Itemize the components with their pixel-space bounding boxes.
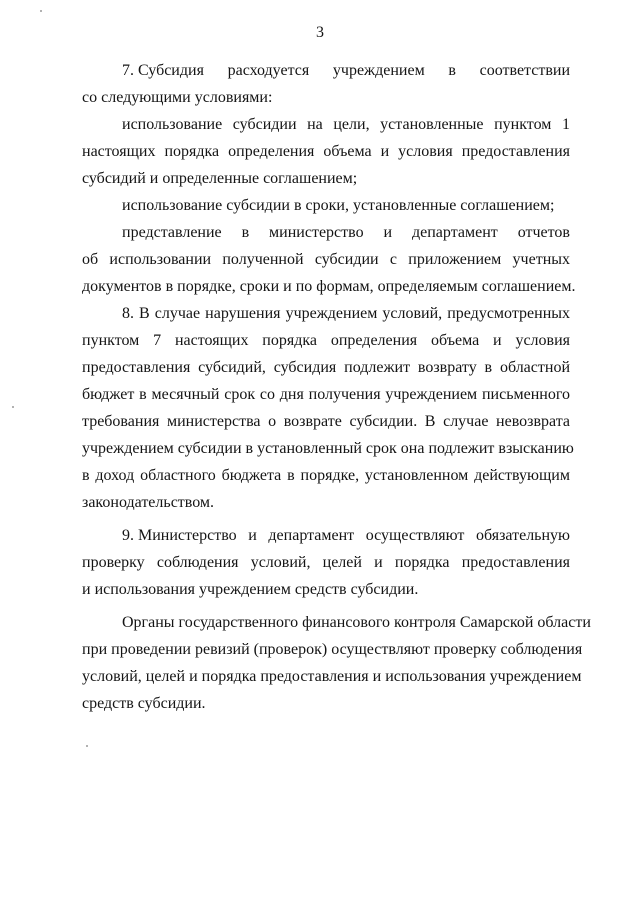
paragraph-8-line-8: законодательством. <box>82 494 215 511</box>
paragraph-10-line-3: условий, целей и порядка предоставления и использования учреждением <box>82 668 582 685</box>
condition-3-line-2: об использовании полученной субсидии с приложением учетных <box>82 251 570 268</box>
paragraph-8-line-2: пунктом 7 настоящих порядка определения объема и условия <box>82 332 570 349</box>
paragraph-8 <box>82 300 574 516</box>
page-number: 3 <box>316 24 324 41</box>
paragraph-10-line-4: средств субсидии. <box>82 695 206 712</box>
word: 7. Субсидия <box>122 62 204 79</box>
document-body <box>82 57 591 717</box>
paragraph-10-line-1: Органы государственного финансового контроля Самарской области <box>122 614 591 631</box>
paragraph-10-line-2: при проведении ревизий (проверок) осуществляют проверку соблюдения <box>82 641 583 658</box>
word: обязательную <box>475 527 570 544</box>
paragraph-7 <box>82 57 570 111</box>
word: и <box>248 527 257 544</box>
paragraph-8-line-6: учреждением субсидии в установленный срок она подлежит взысканию <box>82 440 574 457</box>
paragraph-9-line-1 <box>82 522 570 549</box>
condition-1-line-3: субсидий и определенные соглашением; <box>82 170 358 187</box>
paragraph-8-line-3: предоставления субсидий, субсидия подлежит возврату в областной <box>82 359 570 376</box>
condition-2 <box>82 192 570 219</box>
condition-3 <box>82 219 576 300</box>
condition-1-line-1: использование субсидии на цели, установленные пунктом 1 <box>122 116 570 133</box>
word: министерство <box>269 224 364 241</box>
word: 9. Министерство <box>122 527 237 544</box>
condition-2-line-1: использование субсидии в сроки, установленные соглашением; <box>122 197 555 214</box>
word: отчетов <box>517 224 570 241</box>
paragraph-7-line-2: со следующими условиями: <box>82 89 273 106</box>
paragraph-8-line-4: бюджет в месячный срок со дня получения учреждением письменного <box>82 386 570 403</box>
paragraph-10 <box>82 609 591 717</box>
word: осуществляют <box>365 527 465 544</box>
condition-3-line-1 <box>82 219 570 246</box>
paragraph-8-line-7: в доход областного бюджета в порядке, установленном действующим <box>82 467 570 484</box>
scan-artifact <box>40 10 42 12</box>
word: и <box>383 224 393 241</box>
paragraph-8-line-5: требования министерства о возврате субсидии. В случае невозврата <box>82 413 570 430</box>
word: расходуется <box>227 62 310 79</box>
paragraph-9-line-2: проверку соблюдения условий, целей и порядка предоставления <box>82 554 570 571</box>
paragraph-8-line-1: 8. В случае нарушения учреждением условий, предусмотренных <box>122 305 570 322</box>
condition-1-line-2: настоящих порядка определения объема и условия предоставления <box>82 143 570 160</box>
word: представление <box>122 224 222 241</box>
paragraph-7-line-1 <box>82 57 570 84</box>
paragraph-9-line-3: и использования учреждением средств субсидии. <box>82 581 419 598</box>
word: департамент <box>268 527 355 544</box>
word: соответствии <box>479 62 570 79</box>
condition-1 <box>82 111 570 192</box>
scan-artifact <box>12 406 14 408</box>
word: учреждением <box>332 62 425 79</box>
word: в <box>448 62 456 79</box>
condition-3-line-3: документов в порядке, сроки и по формам, определяемым соглашением. <box>82 278 576 295</box>
paragraph-9 <box>82 522 570 603</box>
scan-artifact <box>86 745 88 747</box>
word: в <box>241 224 250 241</box>
word: департамент <box>412 224 498 241</box>
